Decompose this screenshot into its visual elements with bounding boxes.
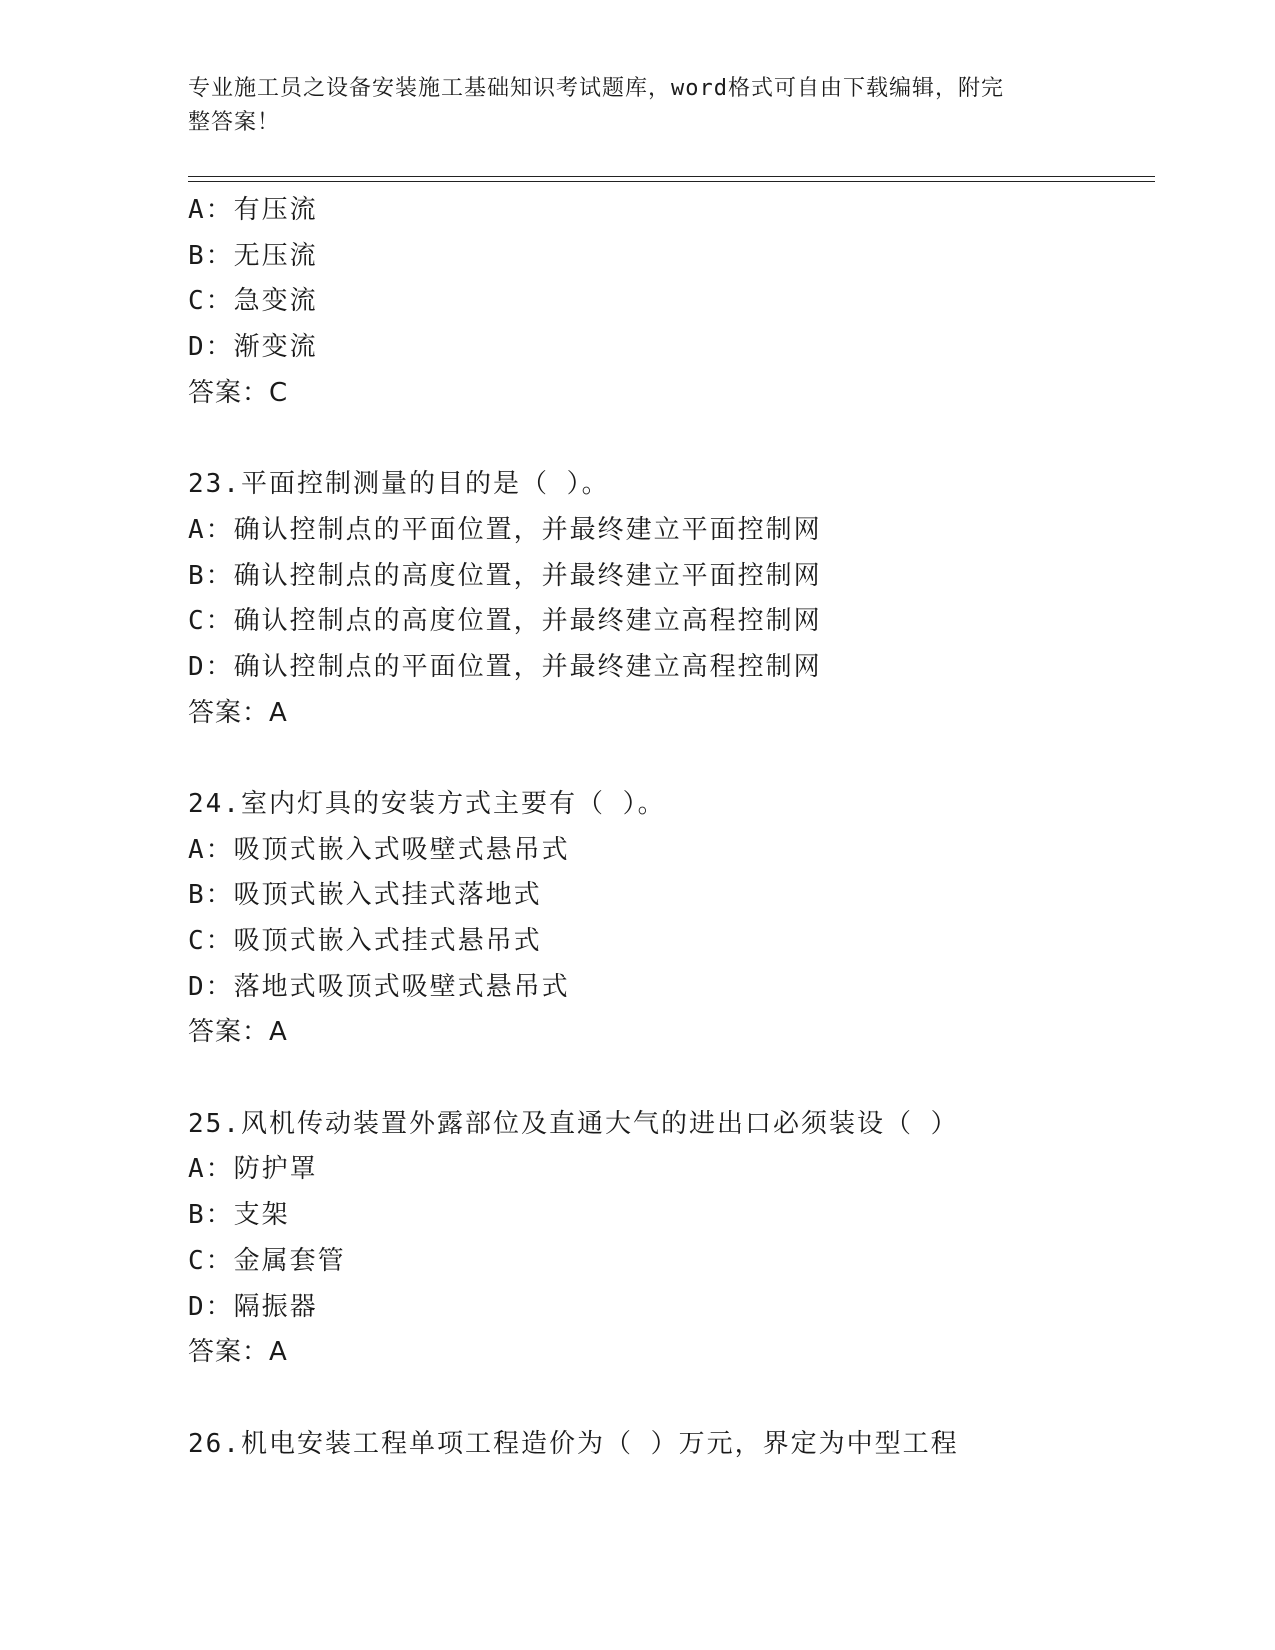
- option-a: A：确认控制点的平面位置，并最终建立平面控制网: [188, 514, 822, 545]
- question-22-block: [188, 188, 1148, 416]
- option-d: D：落地式吸顶式吸壁式悬吊式: [188, 971, 570, 1002]
- answer-line: 答案：A: [188, 697, 288, 728]
- option-d: D：渐变流: [188, 332, 318, 363]
- option-b: B：确认控制点的高度位置，并最终建立平面控制网: [188, 560, 822, 591]
- option-c: C：急变流: [188, 286, 318, 317]
- question-23-block: [188, 462, 1148, 736]
- spacer: [188, 736, 1148, 782]
- spacer: [188, 1056, 1148, 1102]
- option-b: B：支架: [188, 1200, 290, 1231]
- option-d: D：确认控制点的平面位置，并最终建立高程控制网: [188, 651, 822, 682]
- question-text: 25.风机传动装置外露部位及直通大气的进出口必须装设（ ）: [188, 1108, 959, 1139]
- header-divider-bottom: [188, 181, 1155, 182]
- option-c: C：吸顶式嵌入式挂式悬吊式: [188, 926, 542, 956]
- question-26-block: [188, 1422, 1148, 1468]
- option-c: C：金属套管: [188, 1245, 346, 1276]
- option-b: B：吸顶式嵌入式挂式落地式: [188, 880, 542, 911]
- question-25-block: [188, 1102, 1148, 1376]
- question-text: 24.室内灯具的安装方式主要有（ ）。: [188, 788, 666, 819]
- option-c: C：确认控制点的高度位置，并最终建立高程控制网: [188, 606, 822, 637]
- answer-line: 答案：C: [188, 377, 289, 408]
- answer-line: 答案：A: [188, 1337, 288, 1368]
- document-header: [188, 72, 1088, 140]
- answer-line: 答案：A: [188, 1017, 288, 1048]
- header-line-1: 专业施工员之设备安装施工基础知识考试题库，word格式可自由下载编辑，附完: [188, 76, 1004, 101]
- header-line-2: 整答案！: [188, 110, 281, 135]
- option-a: A：吸顶式嵌入式吸壁式悬吊式: [188, 834, 570, 865]
- option-b: B：无压流: [188, 240, 318, 271]
- question-24-block: [188, 782, 1148, 1056]
- spacer: [188, 1376, 1148, 1422]
- header-divider-top: [188, 176, 1155, 177]
- option-d: D：隔振器: [188, 1291, 318, 1322]
- option-a: A：防护罩: [188, 1154, 318, 1185]
- option-a: A：有压流: [188, 195, 318, 225]
- question-text: 23.平面控制测量的目的是（ ）。: [188, 469, 610, 500]
- question-text: 26.机电安装工程单项工程造价为（ ）万元，界定为中型工程: [188, 1428, 959, 1459]
- spacer: [188, 416, 1148, 462]
- question-list: [188, 188, 1148, 1467]
